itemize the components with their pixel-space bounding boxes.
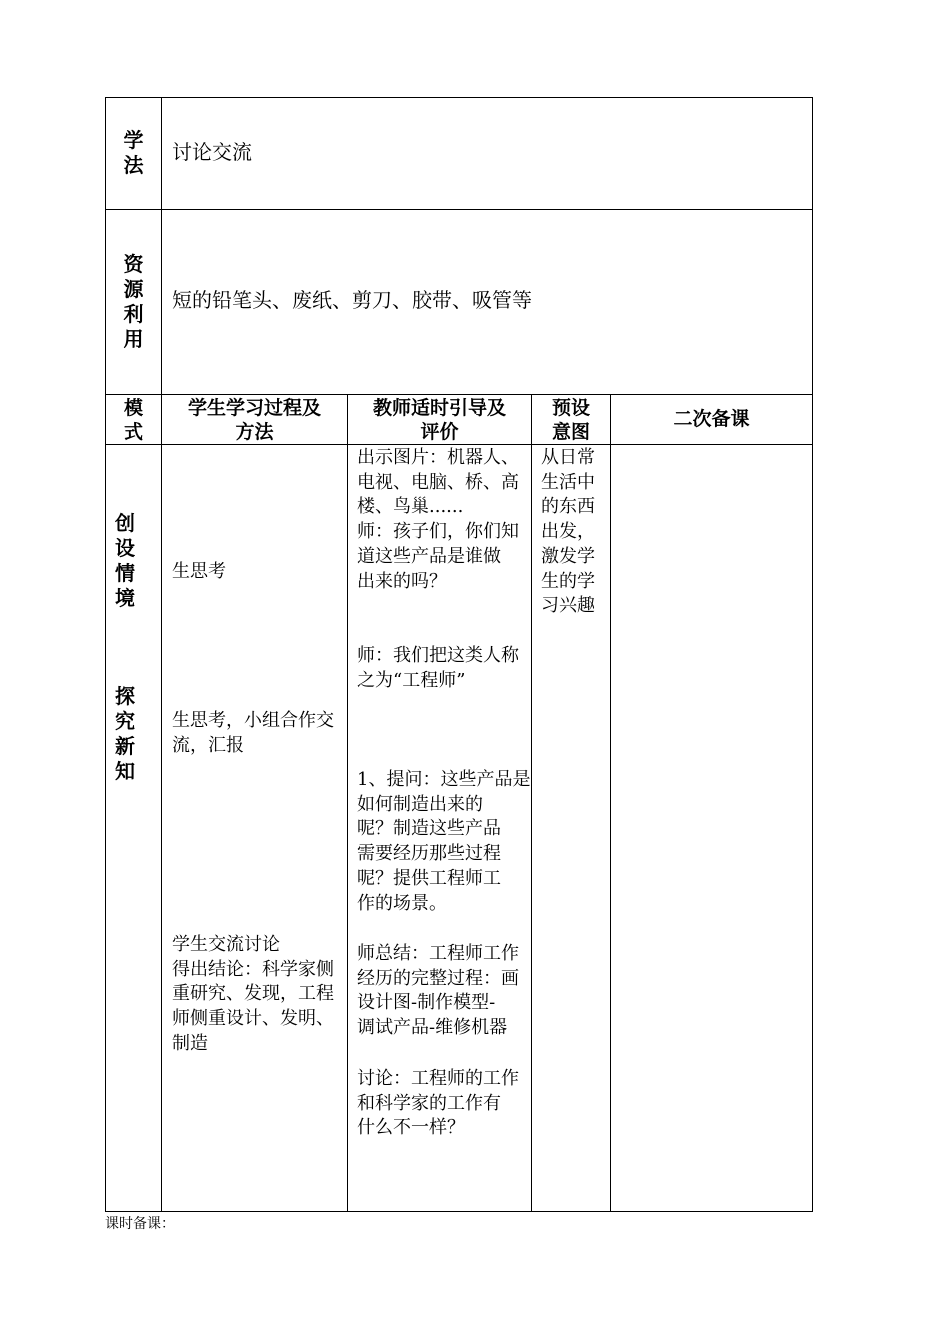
xuefa-label: 学 法: [123, 128, 144, 177]
header-intent: 预设 意图: [551, 397, 590, 443]
header-teacher: 教师适时引导及 评价: [372, 397, 506, 443]
phase-create: 创 设 情 境: [115, 511, 135, 610]
student-step-2: 生思考，小组合作交 流，汇报: [172, 710, 334, 756]
teacher-step-4: 师总结：工程师工作 经历的完整过程：画 设计图-制作模型- 调试产品-维修机器: [357, 943, 519, 1039]
ziyuan-label: 资 源 利 用: [123, 252, 144, 351]
header-mode: 模 式: [123, 397, 143, 443]
phase-explore: 探 究 新 知: [115, 684, 135, 783]
student-step-1: 生思考: [172, 561, 226, 582]
ziyuan-content: 短的铅笔头、废纸、剪刀、胶带、吸管等: [172, 288, 532, 312]
xuefa-content: 讨论交流: [172, 140, 252, 164]
teacher-step-5: 讨论：工程师的工作 和科学家的工作有 什么不一样？: [357, 1068, 519, 1139]
student-step-3: 学生交流讨论 得出结论：科学家侧 重研究、发现，工程 师侧重设计、发明、 制造: [172, 934, 334, 1054]
teacher-step-1: 出示图片：机器人、 电视、电脑、桥、高 楼、鸟巢...... 师：孩子们，你们知 道这些产品是谁做 出来的吗？: [357, 447, 519, 592]
footer-note: 课时备课：: [105, 1216, 175, 1232]
intent-step-1: 从日常 生活中 的东西 出发， 激发学 生的学 习兴趣: [541, 447, 595, 617]
header-student: 学生学习过程及 方法: [187, 397, 321, 443]
header-second: 二次备课: [673, 408, 750, 430]
teacher-step-3: 1、提问：这些产品是 如何制造出来的 呢？制造这些产品 需要经历那些过程 呢？提供工程师工 作的场景。: [357, 769, 531, 914]
teacher-step-2: 师：我们把这类人称 之为“工程师”: [357, 645, 519, 691]
